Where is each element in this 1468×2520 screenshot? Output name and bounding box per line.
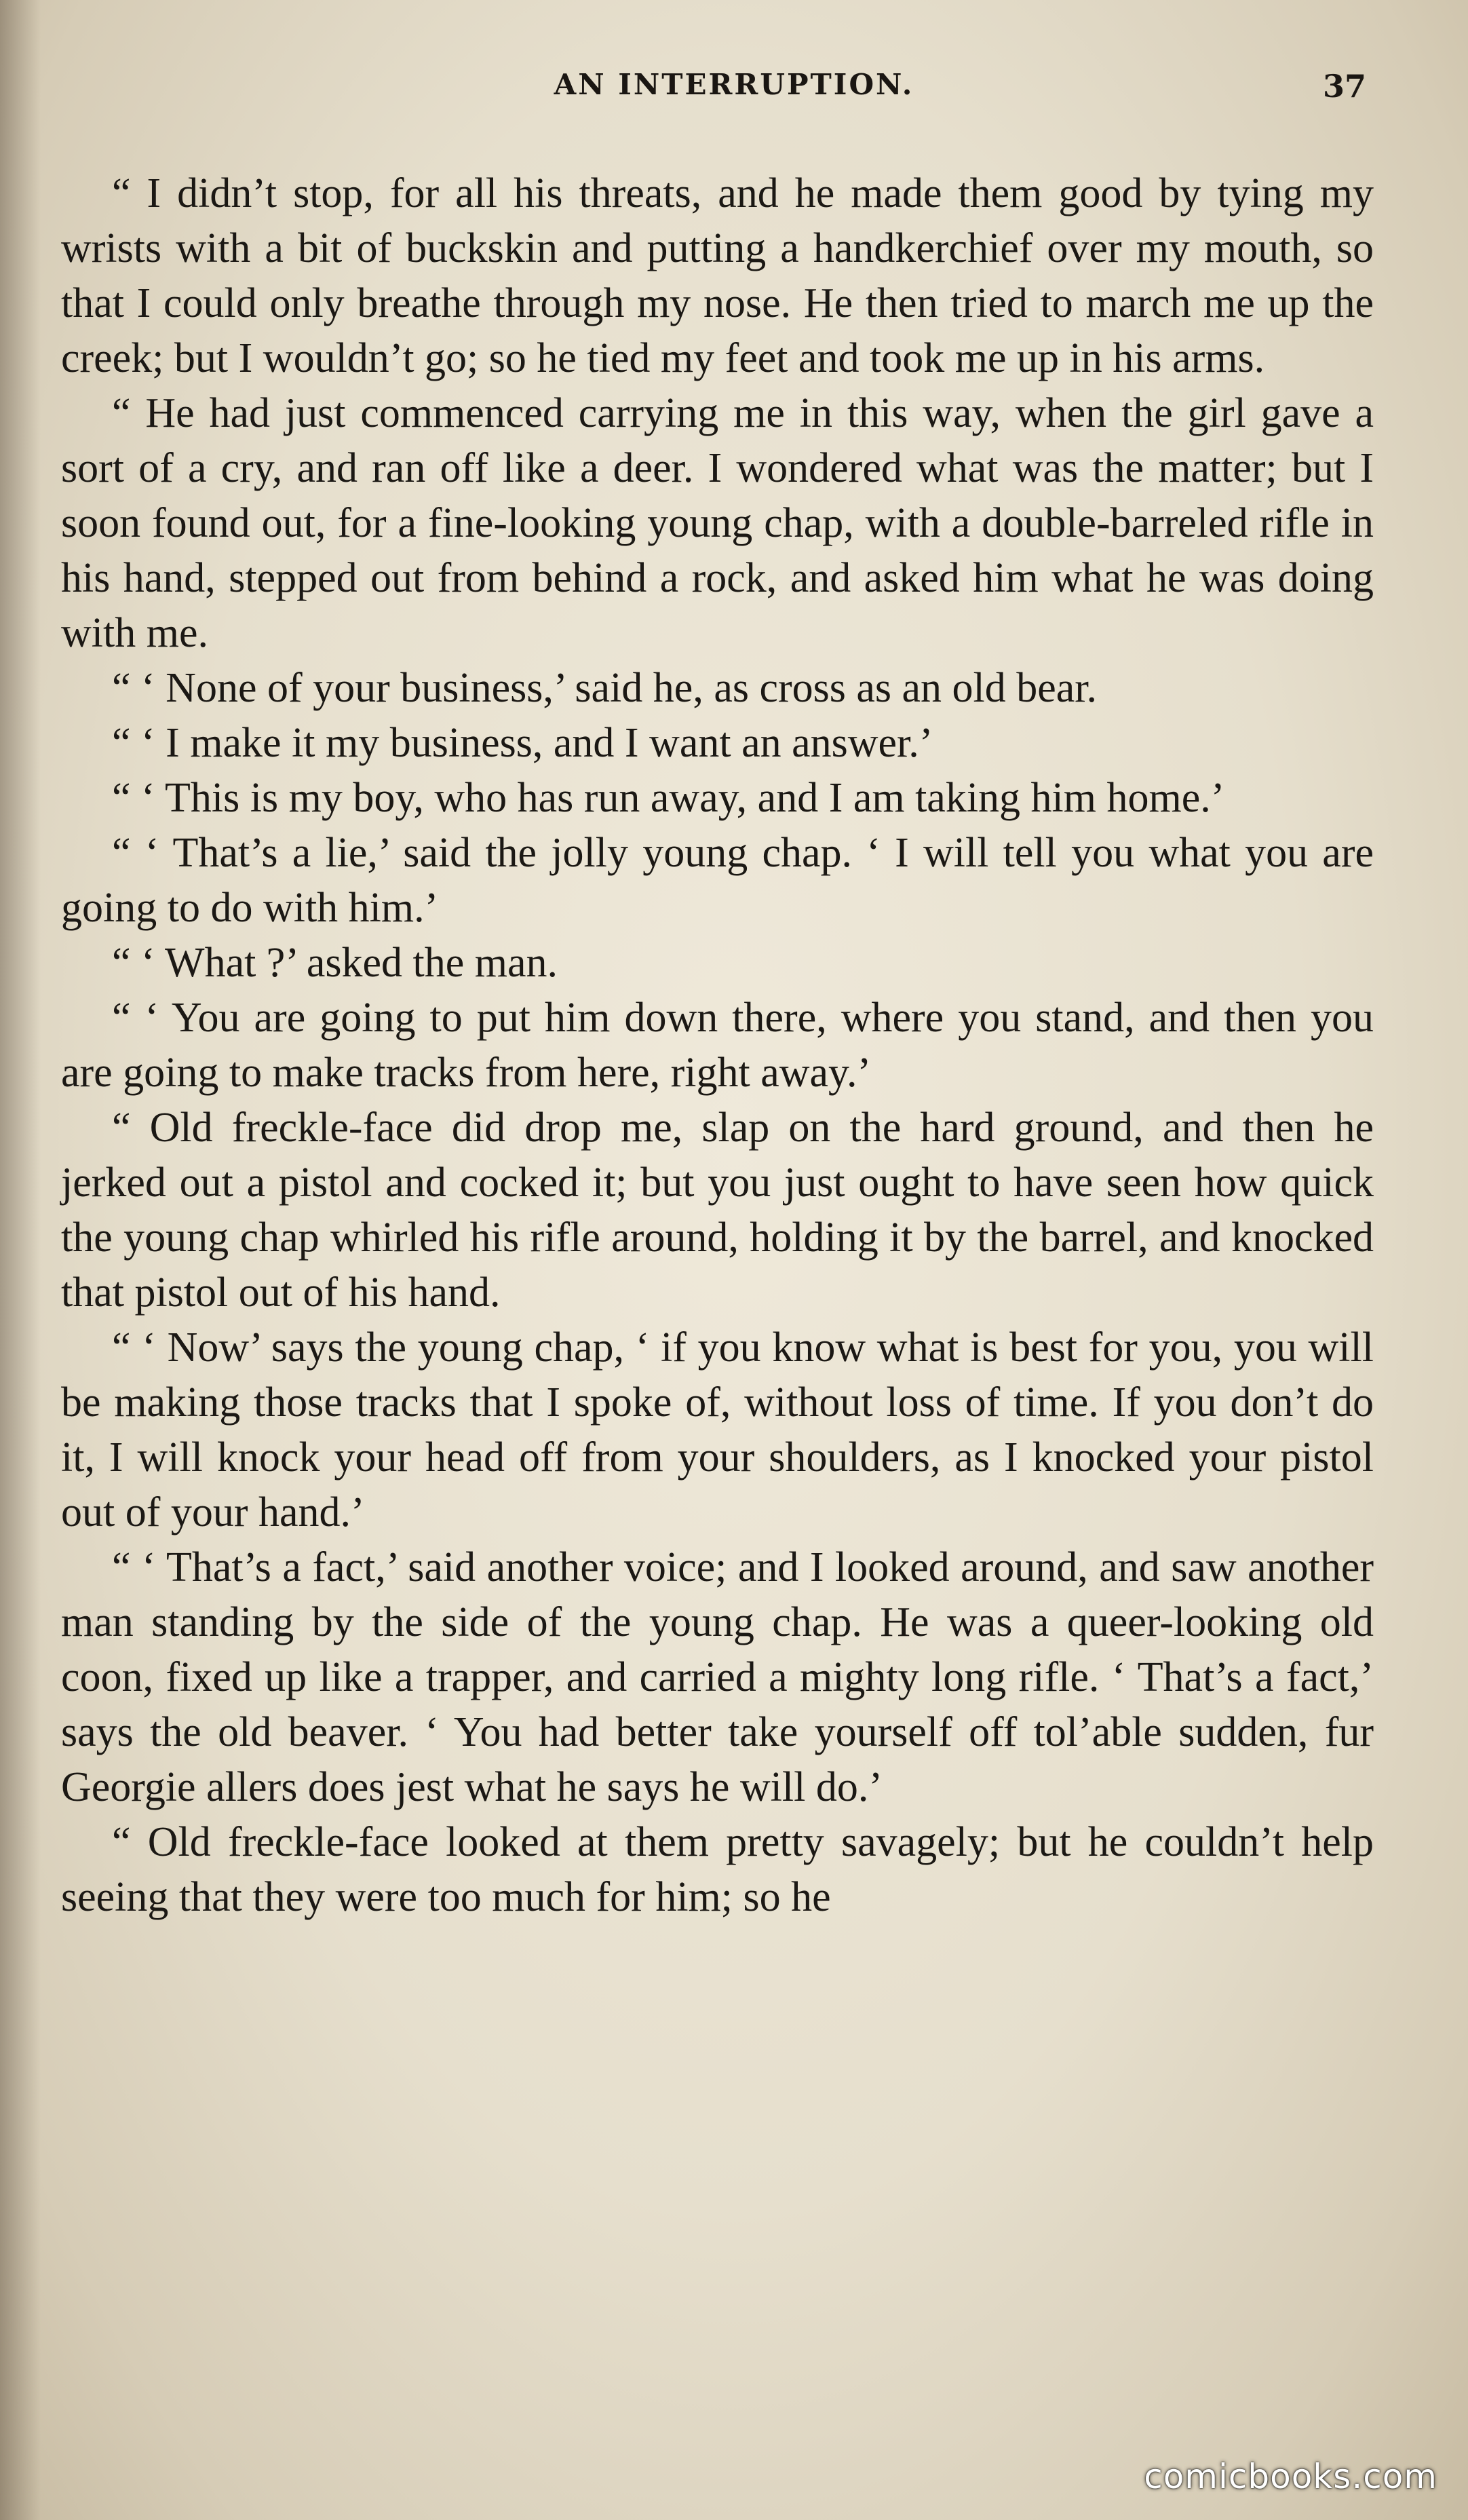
watermark: comicbooks.com [1144,2457,1437,2496]
paragraph: “ ‘ That’s a fact,’ said another voice; and I looked around, and saw another man standing by the side of the young chap. He was a queer-looking old coon, fixed up like a trapper, and carried a mighty long rifle. ‘ That’s a fact,’ says the old beaver. ‘ You had better take yourself off tol’able sudden, fur Georgie allers does jest what he says he will do.’ [61,1544,1374,1810]
paragraph: “ ‘ What ?’ asked the man. [112,940,558,986]
paragraph: “ Old freckle-face looked at them pretty savagely; but he couldn’t help seeing that they were too much for him; so he [61,1819,1374,1920]
page-number: 37 [1322,68,1366,104]
paragraph: “ ‘ That’s a lie,’ said the jolly young chap. ‘ I will tell you what you are going to do with him.’ [61,830,1374,931]
paragraph: “ ‘ You are going to put him down there, where you stand, and then you are going to make tracks from here, right away.’ [61,995,1374,1096]
running-title: AN INTERRUPTION. [554,68,914,101]
paragraph: “ He had just commenced carrying me in this way, when the girl gave a sort of a cry, and ran off like a deer. I wondered what was the matter; but I soon found out, for a fine-looking young chap, with a double-barreled rifle in his hand, stepped out from behind a rock, and asked him what he was doing with me. [61,390,1374,656]
running-head [0,68,1468,122]
body-text [61,166,1374,1925]
paragraph: “ ‘ I make it my business, and I want an answer.’ [112,720,933,766]
paragraph: “ Old freckle-face did drop me, slap on the hard ground, and then he jerked out a pistol and cocked it; but you just ought to have seen how quick the young chap whirled his rifle around, holding it by the barrel, and knocked that pistol out of his hand. [61,1105,1374,1316]
spine-shadow [0,0,41,2520]
paragraph: “ ‘ This is my boy, who has run away, and I am taking him home.’ [112,775,1225,821]
paragraph: “ ‘ Now’ says the young chap, ‘ if you know what is best for you, you will be making those tracks that I spoke of, without loss of time. If you don’t do it, I will knock your head off from your shoulders, as I knocked your pistol out of your hand.’ [61,1324,1374,1535]
paragraph: “ I didn’t stop, for all his threats, and he made them good by tying my wrists with a bit of buckskin and putting a handkerchief over my mouth, so that I could only breathe through my nose. He then tried to march me up the creek; but I wouldn’t go; so he tied my feet and took me up in his arms. [61,170,1374,381]
paragraph: “ ‘ None of your business,’ said he, as cross as an old bear. [112,665,1098,711]
